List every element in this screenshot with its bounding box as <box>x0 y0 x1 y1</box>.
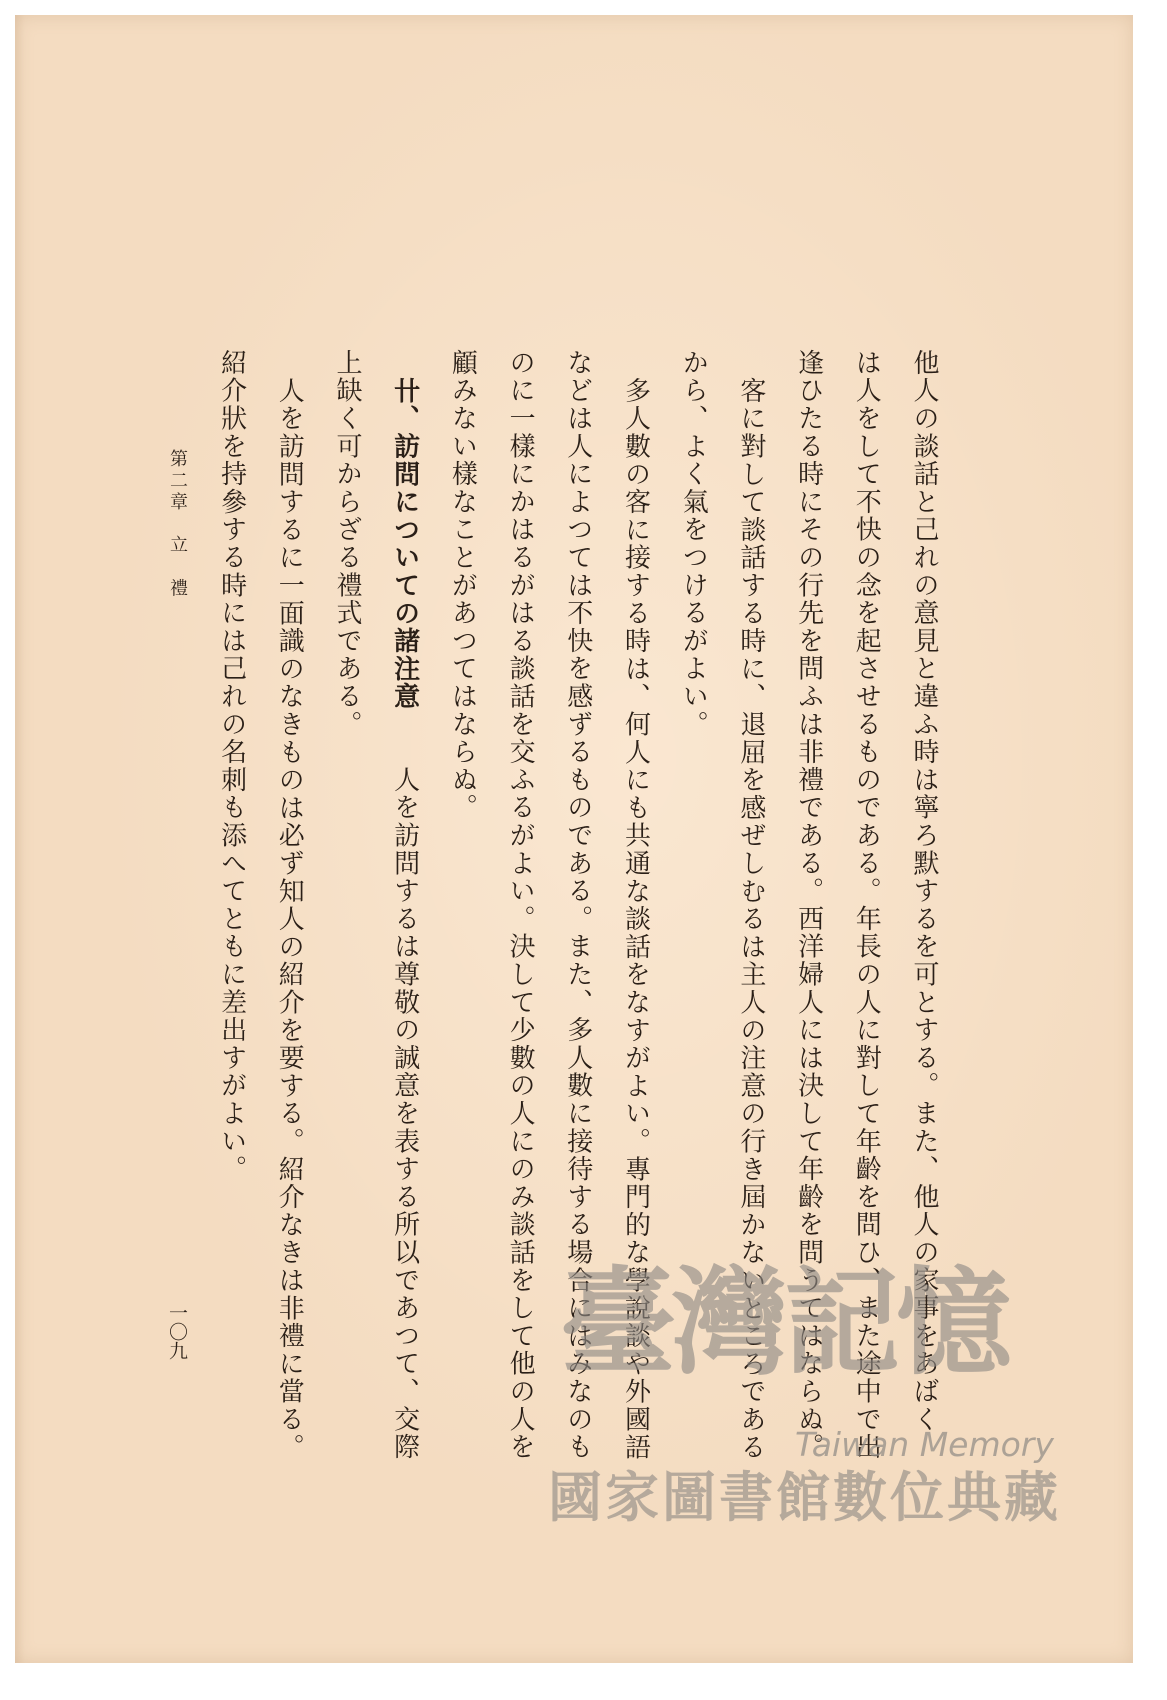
text-column: のに一樣にかはるがはる談話を交ふるがよい。決して少數の人にのみ談話をして他の人を <box>505 349 536 1461</box>
text-column: 紹介狀を持參する時には己れの名刺も添へてともに差出すがよい。 <box>216 349 247 1183</box>
watermark-logo: 臺灣記憶 <box>560 1255 1008 1391</box>
section-number: 卄、 <box>389 376 420 433</box>
page-number: 一〇九 <box>166 1303 188 1360</box>
text-column: 顧みない樣なことがあつてはならぬ。 <box>447 349 478 822</box>
text-column-segment: 人を訪問するは尊敬の誠意を表する所以であつて、交際 <box>389 766 420 1461</box>
body-text <box>202 349 952 1464</box>
section-heading-column <box>375 349 433 1464</box>
text-column: 人を訪問するに一面識のなきものは必ず知人の紹介を要する。紹介なきは非禮に當る。 <box>274 376 305 1461</box>
text-column: 他人の談話と己れの意見と違ふ時は寧ろ默するを可とする。また、他人の家事をあばく <box>909 349 939 1434</box>
text-column: 上缺く可からざる禮式である。 <box>331 349 362 739</box>
text-column: 逢ひたる時にその行先を問ふは非禮である。西洋婦人には決して年齡を問うてはならぬ。 <box>793 349 824 1461</box>
chapter-running-head: 第二章 立 禮 <box>167 449 188 601</box>
watermark-english-text: Taiwan Memory <box>795 1425 1054 1464</box>
text-column: 客に對して談話する時に、退屈を感ぜしむるは主人の注意の行き屆かないところである <box>735 376 766 1461</box>
text-column: から、よく氣をつけるがよい。 <box>678 349 709 739</box>
text-column: などは人によつては不快を感ずるものである。また、多人數に接待する場合にはみなのも <box>562 349 593 1461</box>
text-column: 多人數の客に接する時は、何人にも共通な談話をなすがよい。專門的な學說談や外國語 <box>620 376 651 1461</box>
book-page <box>15 15 1133 1663</box>
watermark-institution-text: 國家圖書館數位典藏 <box>548 1466 1061 1529</box>
text-column: は人をして不快の念を起させるものである。年長の人に對して年齡を問ひ、また途中で出 <box>851 349 882 1461</box>
section-title: 訪問についての諸注意 <box>389 432 420 711</box>
